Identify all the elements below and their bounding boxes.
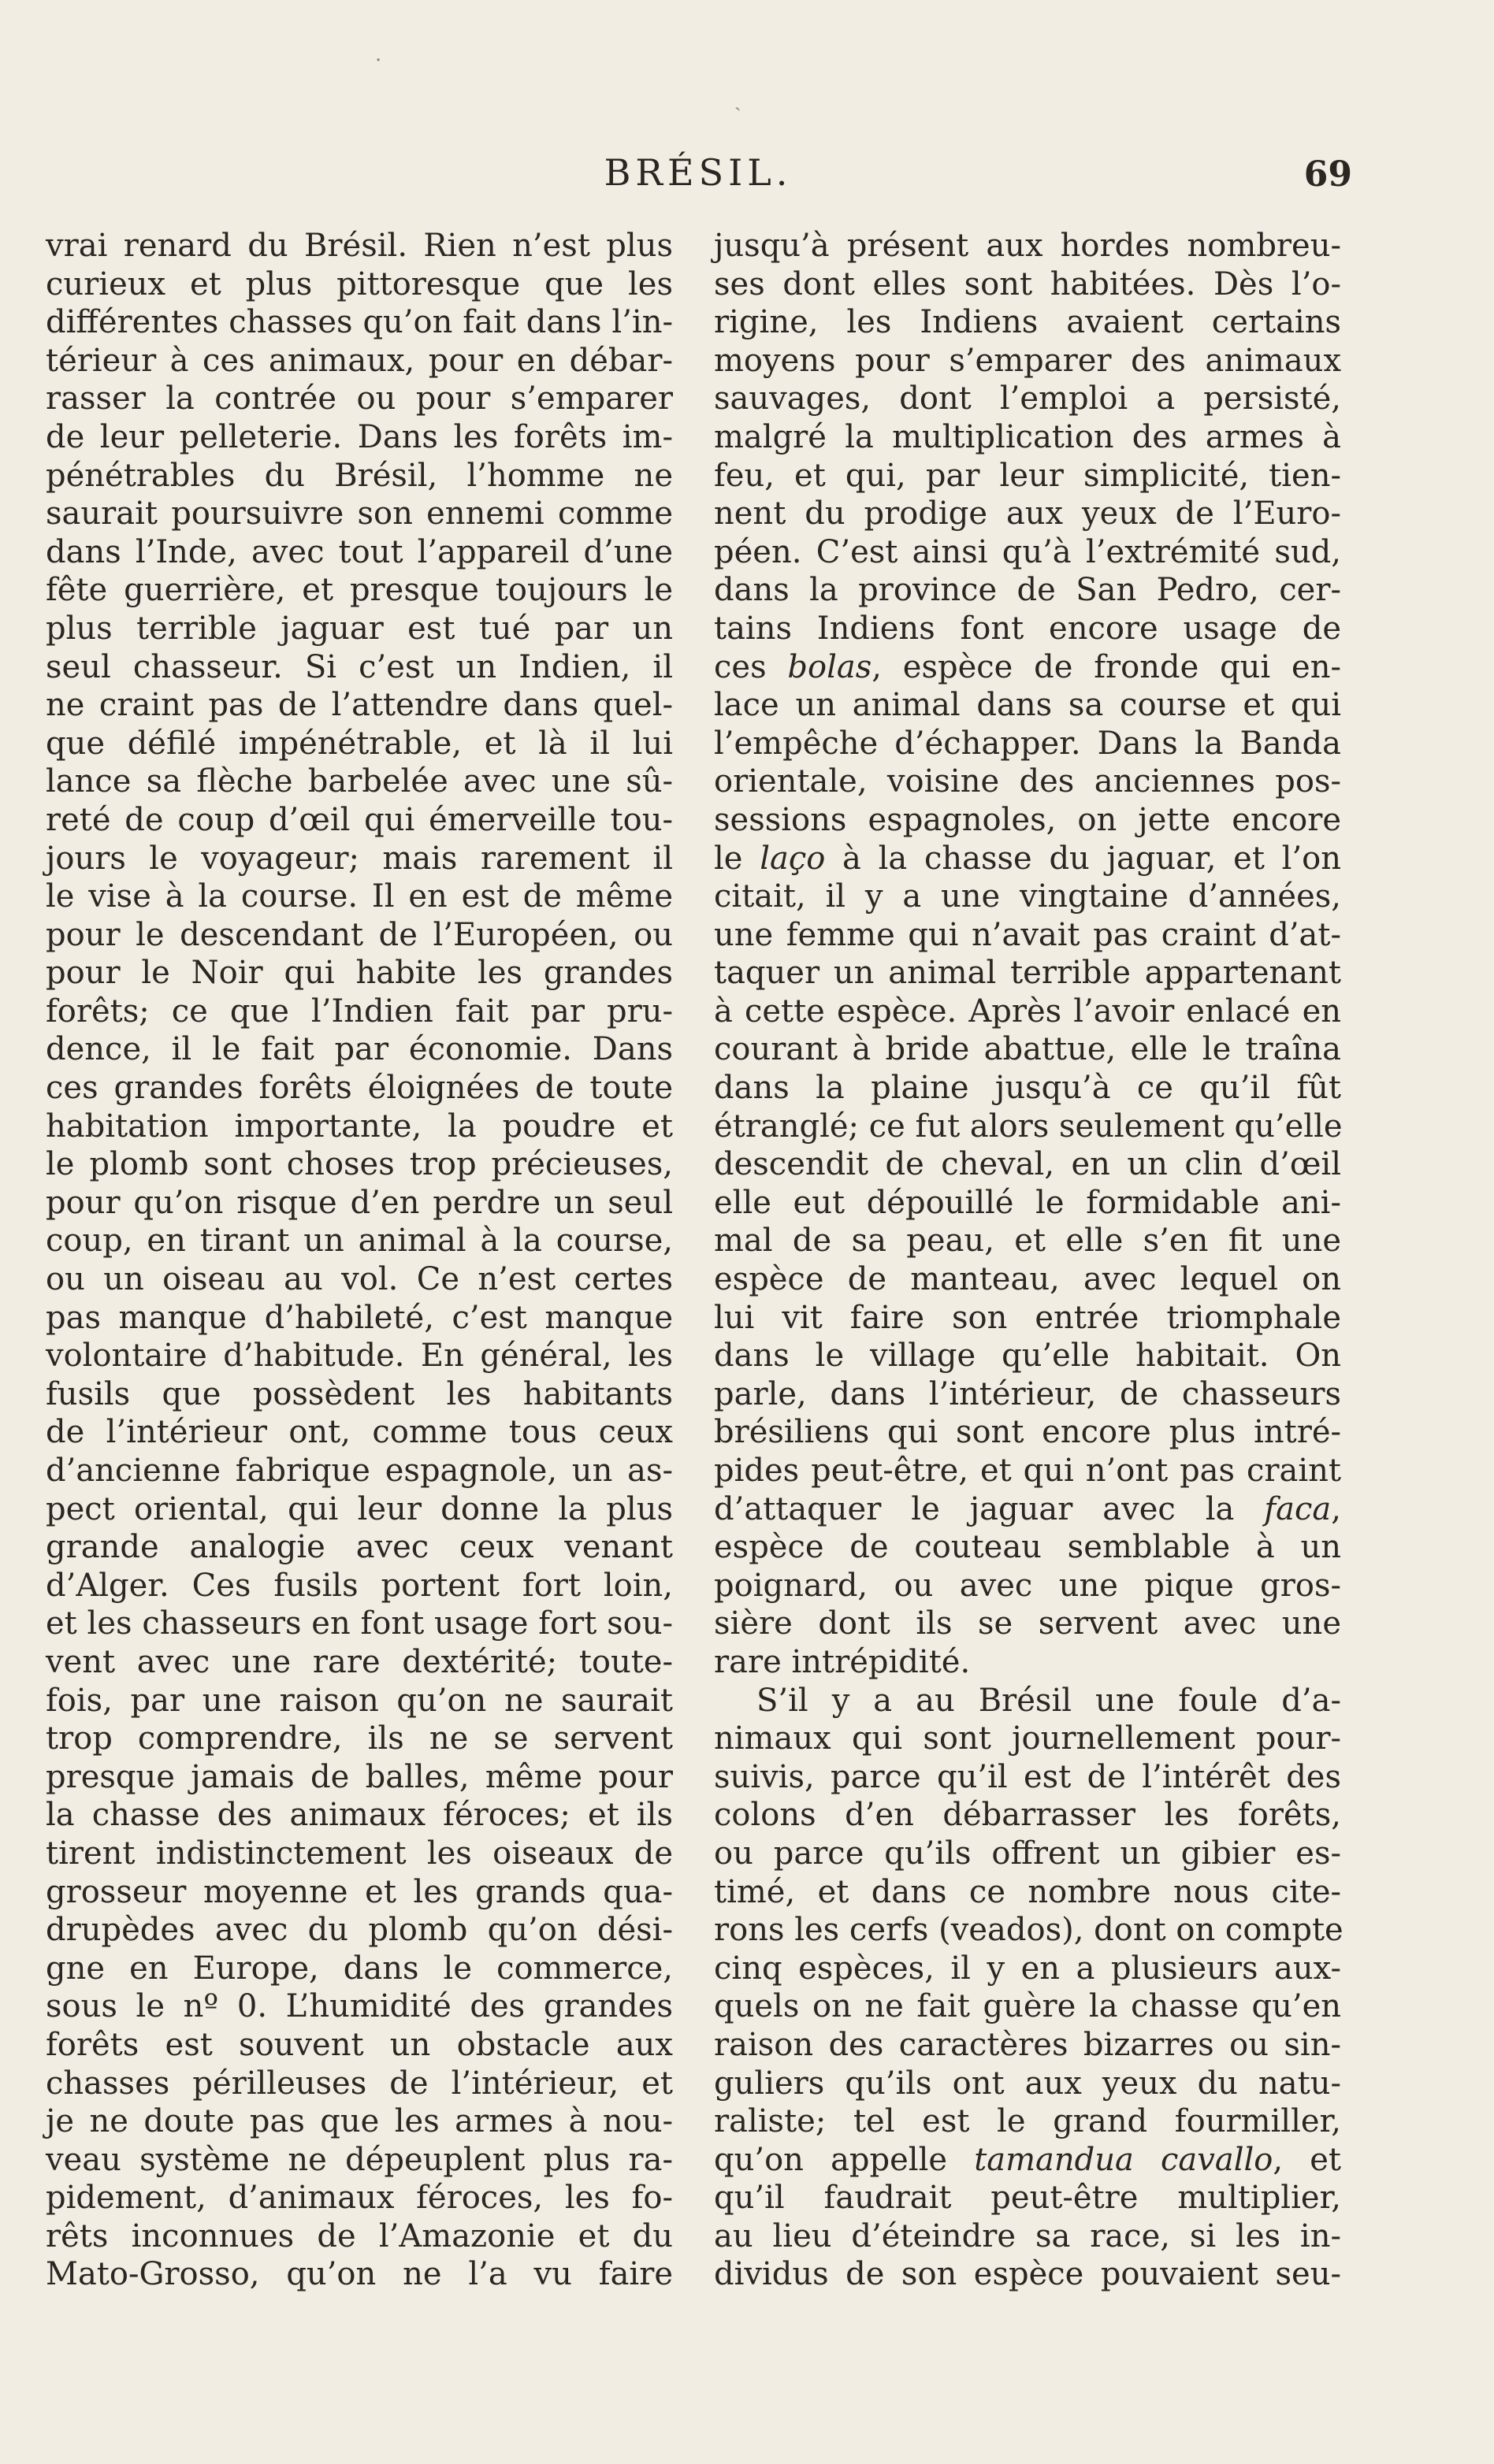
text-line: dans la plaine jusqu’à ce qu’il fût (714, 1070, 1341, 1107)
text-line: citait, il y a une vingtaine d’années, (714, 878, 1341, 915)
text-line: ne craint pas de l’attendre dans quel- (46, 687, 673, 724)
text-line: sessions espagnoles, on jette encore (714, 801, 1341, 838)
text-line: cinq espèces, il y en a plusieurs aux- (714, 1950, 1341, 1987)
text-line: lui vit faire son entrée triomphale (714, 1299, 1341, 1336)
print-mark: · (375, 49, 382, 72)
text-line: pour le descendant de l’Européen, ou (46, 916, 673, 953)
text-line: une femme qui n’avait pas craint d’at- (714, 916, 1341, 953)
text-line: tains Indiens font encore usage de (714, 610, 1341, 647)
text-line: au lieu d’éteindre sa race, si les in- (714, 2217, 1341, 2254)
text-line: térieur à ces animaux, pour en débar- (46, 342, 673, 379)
text-line: d’ancienne fabrique espagnole, un as- (46, 1453, 673, 1489)
text-line: dividus de son espèce pouvaient seu- (714, 2256, 1341, 2293)
text-line: et les chasseurs en font usage fort sou- (46, 1605, 673, 1642)
text-line: l’empêche d’échapper. Dans la Banda (714, 725, 1341, 762)
text-line: colons d’en débarrasser les forêts, (714, 1797, 1341, 1834)
text-line: moyens pour s’emparer des animaux (714, 342, 1341, 379)
text-line: vrai renard du Brésil. Rien n’est plus (46, 228, 673, 264)
text-line: parle, dans l’intérieur, de chasseurs (714, 1375, 1341, 1412)
text-line: qu’on appelle tamandua cavallo, et (714, 2141, 1341, 2178)
text-line: Mato-Grosso, qu’on ne l’a vu faire (46, 2256, 673, 2293)
text-line: saurait poursuivre son ennemi comme (46, 495, 673, 533)
text-line: pénétrables du Brésil, l’homme ne (46, 457, 673, 494)
text-line: nent du prodige aux yeux de l’Euro- (714, 495, 1341, 533)
text-line: drupèdes avec du plomb qu’on dési- (46, 1912, 673, 1949)
text-line: pour qu’on risque d’en perdre un seul (46, 1184, 673, 1221)
text-line: orientale, voisine des anciennes pos- (714, 763, 1341, 800)
text-line: nimaux qui sont journellement pour- (714, 1720, 1341, 1757)
text-line: raison des caractères bizarres ou sin- (714, 2026, 1341, 2063)
text-line: rasser la contrée ou pour s’emparer (46, 380, 673, 417)
text-line: reté de coup d’œil qui émerveille tou- (46, 801, 673, 838)
right-column (714, 227, 1341, 2294)
text-line: timé, et dans ce nombre nous cite- (714, 1873, 1341, 1910)
text-line: malgré la multiplication des armes à (714, 418, 1341, 455)
text-line: dans la province de San Pedro, cer- (714, 572, 1341, 609)
text-line: guliers qu’ils ont aux yeux du natu- (714, 2065, 1341, 2102)
text-line: fois, par une raison qu’on ne saurait (46, 1682, 673, 1719)
text-line: forêts; ce que l’Indien fait par pru- (46, 993, 673, 1030)
text-line: brésiliens qui sont encore plus intré- (714, 1414, 1341, 1451)
text-line: lance sa flèche barbelée avec une sû- (46, 763, 673, 800)
text-line: chasses périlleuses de l’intérieur, et (46, 2065, 673, 2102)
print-mark: ˎ (734, 88, 741, 112)
text-line: lace un animal dans sa course et qui (714, 687, 1341, 724)
text-line: curieux et plus pittoresque que les (46, 265, 673, 302)
text-line: fusils que possèdent les habitants (46, 1375, 673, 1412)
text-line: volontaire d’habitude. En général, les (46, 1338, 673, 1375)
text-line: qu’il faudrait peut-être multiplier, (714, 2180, 1341, 2217)
text-line: dans l’Inde, avec tout l’appareil d’une (46, 533, 673, 570)
text-line: ses dont elles sont habitées. Dès l’o- (714, 265, 1341, 302)
text-line: espèce de manteau, avec lequel on (714, 1261, 1341, 1298)
text-line: le vise à la course. Il en est de même (46, 878, 673, 915)
text-line: courant à bride abattue, elle le traîna (714, 1031, 1341, 1068)
text-line: sauvages, dont l’emploi a persisté, (714, 380, 1341, 417)
text-line: différentes chasses qu’on fait dans l’in- (46, 304, 673, 341)
text-line: le laço à la chasse du jaguar, et l’on (714, 840, 1341, 877)
text-line: habitation importante, la poudre et (46, 1108, 673, 1145)
text-line: plus terrible jaguar est tué par un (46, 610, 673, 647)
text-line: rigine, les Indiens avaient certains (714, 304, 1341, 341)
text-line: quels on ne fait guère la chasse qu’en (714, 1988, 1341, 2025)
text-line: forêts est souvent un obstacle aux (46, 2026, 673, 2063)
text-line: rêts inconnues de l’Amazonie et du (46, 2217, 673, 2254)
text-line: sière dont ils se servent avec une (714, 1605, 1341, 1642)
text-line: elle eut dépouillé le formidable ani- (714, 1184, 1341, 1221)
text-line: rons les cerfs (veados), dont on compte (714, 1912, 1343, 1949)
text-line: jours le voyageur; mais rarement il (46, 840, 673, 877)
text-line: à cette espèce. Après l’avoir enlacé en (714, 993, 1341, 1030)
text-line: taquer un animal terrible appartenant (714, 955, 1341, 992)
text-line: rare intrépidité. (714, 1643, 971, 1680)
text-line: grande analogie avec ceux venant (46, 1529, 673, 1566)
text-line: coup, en tirant un animal à la course, (46, 1223, 673, 1260)
text-line: raliste; tel est le grand fourmiller, (714, 2103, 1341, 2140)
text-line: étranglé; ce fut alors seulement qu’elle (714, 1108, 1343, 1145)
left-column (46, 227, 673, 2294)
text-line: pidement, d’animaux féroces, les fo- (46, 2180, 673, 2217)
text-line: grosseur moyenne et les grands qua- (46, 1873, 673, 1910)
text-line: ces grandes forêts éloignées de toute (46, 1070, 673, 1107)
text-line: dence, il le fait par économie. Dans (46, 1031, 673, 1068)
text-line: trop comprendre, ils ne se servent (46, 1720, 673, 1757)
text-line: descendit de cheval, en un clin d’œil (714, 1146, 1341, 1183)
text-line: S’il y a au Brésil une foule d’a- (756, 1682, 1341, 1719)
text-line: d’Alger. Ces fusils portent fort loin, (46, 1567, 673, 1604)
text-line: pect oriental, qui leur donne la plus (46, 1490, 673, 1527)
text-line: de leur pelleterie. Dans les forêts im- (46, 418, 673, 455)
text-line: dans le village qu’elle habitait. On (714, 1338, 1341, 1375)
text-line: ou parce qu’ils offrent un gibier es- (714, 1835, 1341, 1872)
text-line: seul chasseur. Si c’est un Indien, il (46, 648, 673, 685)
text-line: poignard, ou avec une pique gros- (714, 1567, 1341, 1604)
text-line: pas manque d’habileté, c’est manque (46, 1299, 673, 1336)
text-line: d’attaquer le jaguar avec la faca, (714, 1490, 1341, 1527)
text-line: pour le Noir qui habite les grandes (46, 955, 673, 992)
text-line: espèce de couteau semblable à un (714, 1529, 1341, 1566)
text-line: pides peut-être, et qui n’ont pas craint (714, 1453, 1341, 1489)
text-line: le plomb sont choses trop précieuses, (46, 1146, 673, 1183)
text-line: tirent indistinctement les oiseaux de (46, 1835, 673, 1872)
text-line: la chasse des animaux féroces; et ils (46, 1797, 673, 1834)
text-line: mal de sa peau, et elle s’en fit une (714, 1223, 1341, 1260)
text-line: vent avec une rare dextérité; toute- (46, 1643, 673, 1680)
text-line: de l’intérieur ont, comme tous ceux (46, 1414, 673, 1451)
page-header (44, 151, 1352, 210)
text-line: sous le nº 0. L’humidité des grandes (46, 1988, 673, 2025)
text-line: gne en Europe, dans le commerce, (46, 1950, 673, 1987)
text-line: ces bolas, espèce de fronde qui en- (714, 648, 1341, 685)
text-line: presque jamais de balles, même pour (46, 1758, 673, 1795)
text-line: feu, et qui, par leur simplicité, tien- (714, 457, 1341, 494)
page-number: 69 (1303, 154, 1352, 195)
text-line: suivis, parce qu’il est de l’intérêt des (714, 1758, 1341, 1795)
text-line: veau système ne dépeuplent plus ra- (46, 2141, 673, 2178)
text-line: péen. C’est ainsi qu’à l’extrémité sud, (714, 533, 1341, 570)
running-head: BRÉSIL. (604, 151, 793, 194)
text-line: fête guerrière, et presque toujours le (46, 572, 673, 609)
text-line: jusqu’à présent aux hordes nombreu- (714, 228, 1341, 264)
text-line: que défilé impénétrable, et là il lui (46, 725, 673, 762)
text-line: je ne doute pas que les armes à nou- (46, 2103, 673, 2140)
text-line: ou un oiseau au vol. Ce n’est certes (46, 1261, 673, 1298)
